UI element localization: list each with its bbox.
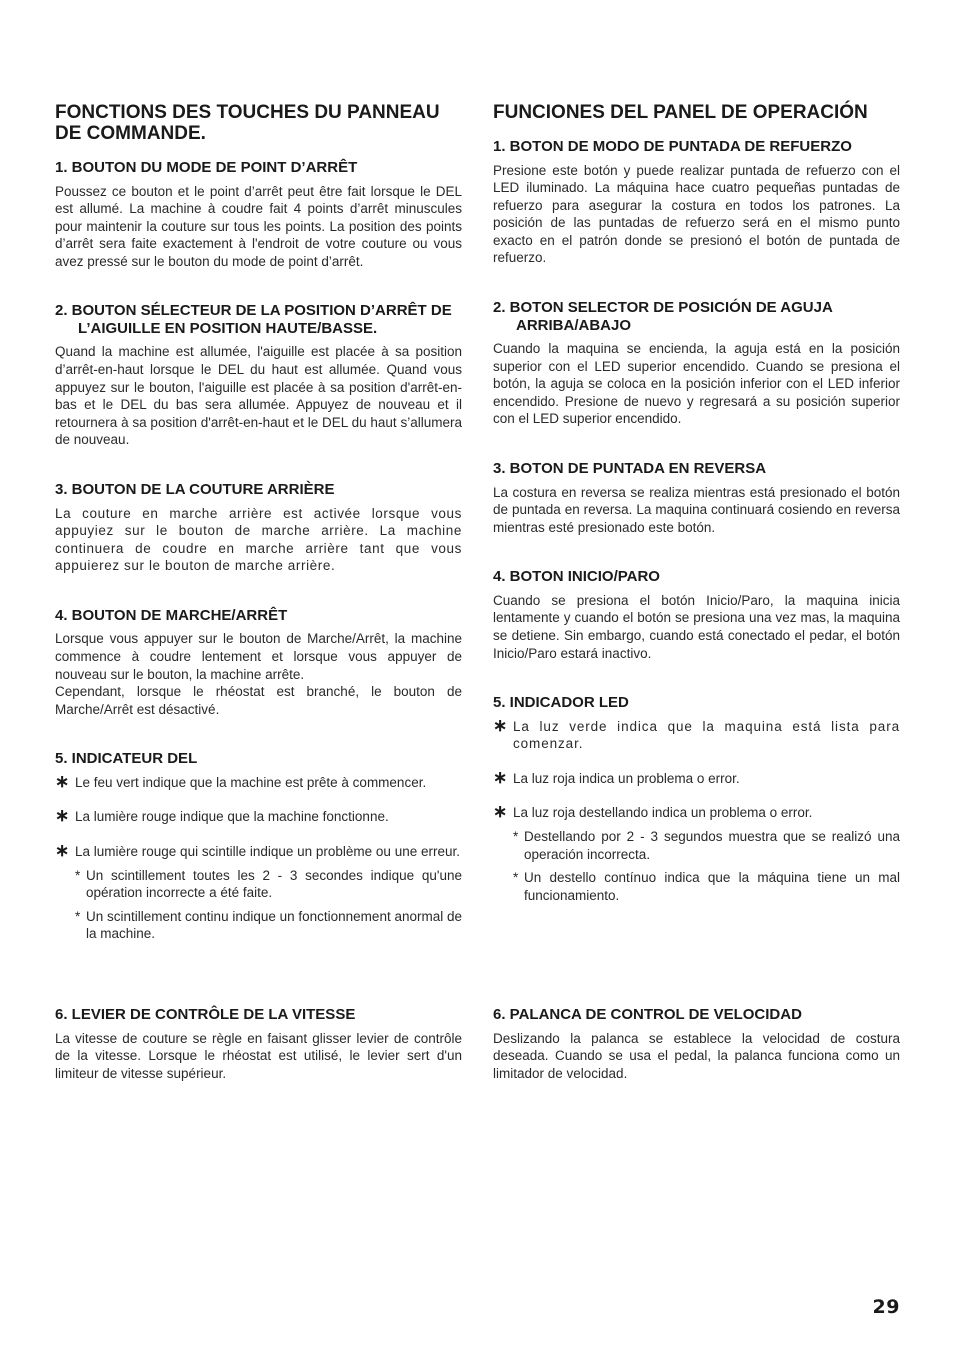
es-section-3 [493,460,900,536]
fr-section-5-title: 5. INDICATEUR DEL [55,750,198,768]
es-section-6-body: Deslizando la palanca se establece la velocidad de costura deseada. Cuando se usa el pedal, la palanca funciona como un limitador de velocidad. [493,1030,900,1081]
fr-led-subitem-2 [55,908,462,943]
sub-asterisk-icon: * [513,870,519,886]
es-section-1 [493,138,900,267]
french-column [55,102,462,967]
page-number: 29 [872,1296,900,1318]
es-section-2 [493,299,900,428]
fr-led-item-red-text: La lumière rouge indique que la machine fonctionne. [75,809,389,825]
sub-asterisk-icon: * [75,867,81,883]
fr-section-4-title: 4. BOUTON DE MARCHE/ARRÊT [55,606,288,624]
es-led-item-blinking-text: La luz roja destellando indica un problema o error. [513,805,813,821]
es-section-6-title: 6. PALANCA DE CONTROL DE VELOCIDAD [493,1006,802,1023]
fr-led-subitem-2-text: Un scintillement continu indique un fonctionnement anormal de la machine. [86,908,462,942]
fr-section-4 [55,607,462,718]
asterisk-icon: ∗ [55,841,70,861]
asterisk-icon: ∗ [493,715,509,735]
fr-led-subitem-1-text: Un scintillement toutes les 2 - 3 secondes indique qu'une opération incorrecte a été faite. [86,867,462,901]
es-section-1-body: Presione este botón y puede realizar puntada de refuerzo con el LED iluminado. La máquina hace cuatro pequeñas puntadas de refuerzo para asegurar la costura en todos los patrones. La posición de las puntadas de refuerzo será en el mismo punto exacto en el patrón donde se presionó el botón de puntada de refuerzo. [493,162,900,266]
es-section-4-title: 4. BOTON INICIO/PARO [493,568,660,586]
fr-led-item-blinking [55,843,462,861]
fr-led-subitem-1 [55,867,462,902]
fr-section-6-title: 6. LEVIER DE CONTRÔLE DE LA VITESSE [55,1006,356,1023]
fr-section-1-body: Poussez ce bouton et le point d’arrêt peut être fait lorsque le DEL est allumé. La machine à coudre fait 4 points d’arrêt minuscules pour maintenir la couture sur tous les points. La position des points d’arrêt sera faite exactement à l'endroit de votre couture ou vous avez pressé sur le bouton du mode de point d’arrêt. [55,183,462,269]
sub-asterisk-icon: * [75,908,81,924]
es-section-4 [493,568,900,662]
es-led-subitem-1 [493,828,900,863]
asterisk-icon: ∗ [55,771,70,791]
es-section-5 [493,694,900,904]
es-led-subitem-2 [493,869,900,904]
es-section-5-title: 5. INDICADOR LED [493,694,629,712]
spanish-column [493,102,900,928]
fr-section-6 [55,1006,462,1082]
fr-led-item-green [55,771,462,792]
fr-section-1-title: 1. BOUTON DU MODE DE POINT D’ARRÊT [55,159,358,176]
es-led-item-green [493,715,900,753]
es-section-2-title: 2. BOTON SELECTOR DE POSICIÓN DE AGUJA ARRIBA/ABAJO [493,299,833,334]
es-led-subitem-1-text: Destellando por 2 - 3 segundos muestra que se realizó una operación incorrecta. [524,829,900,862]
spanish-heading: FUNCIONES DEL PANEL DE OPERACIÓN [493,102,868,123]
fr-section-2 [55,302,462,449]
fr-led-item-green-text: Le feu vert indique que la machine est prête à commencer. [75,774,427,790]
es-section-1-title: 1. BOTON DE MODO DE PUNTADA DE REFUERZO [493,138,852,155]
es-section-2-body: Cuando la maquina se encienda, la aguja está en la posición superior con el LED superior encendido. Cuando se presiona el botón, la aguja se coloca en la posición inferior con el LED inferior encendido. Presione de nuevo y regresará a su posición superior con el LED superior encendido. [493,341,900,427]
es-section-3-title: 3. BOTON DE PUNTADA EN REVERSA [493,460,767,478]
fr-section-1 [55,159,462,270]
asterisk-icon: ∗ [55,806,70,826]
fr-section-6-body: La vitesse de couture se règle en faisant glisser levier de contrôle de la vitesse. Lorsque le rhéostat est utilisé, le levier sert d'un limiteur de vitesse supérieur. [55,1030,462,1081]
sub-asterisk-icon: * [513,829,519,845]
fr-section-2-title: 2. BOUTON SÉLECTEUR DE LA POSITION D’ARRÊT DE L’AIGUILLE EN POSITION HAUTE/BASSE. [55,302,452,337]
fr-section-5 [55,750,462,943]
fr-section-2-body: Quand la machine est allumée, l'aiguille est placée à sa position d’arrêt-en-haut lorsque le DEL du haut est allumée. Quand vous appuyez sur le bouton, l'aiguille est placée à sa position d'arrêt-en-bas et le DEL du bas sera allumée. Appuyez de nouveau et il retournera à sa position d'arrêt-en-haut et le DEL du haut s’allumera de nouveau. [55,344,462,448]
es-led-item-blinking [493,804,900,822]
fr-section-3-title: 3. BOUTON DE LA COUTURE ARRIÈRE [55,481,335,499]
french-heading: FONCTIONS DES TOUCHES DU PANNEAU DE COMMANDE. [55,102,440,144]
es-led-item-green-text: La luz verde indica que la maquina está lista para comenzar. [513,718,900,752]
fr-section-4-body-2: Cependant, lorsque le rhéostat est branché, le bouton de Marche/Arrêt est désactivé. [55,684,462,717]
es-section-3-body: La costura en reversa se realiza mientras está presionado el botón de puntada en reversa. La maquina continuará cosiendo en reversa mientras esté presionado este botón. [493,484,900,535]
es-led-item-red [493,767,900,788]
fr-section-4-body-1: Lorsque vous appuyer sur le bouton de Marche/Arrêt, la machine commence à coudre lentement et lorsque vous appuyer de nouveau sur le bouton, la machine arrête. [55,631,462,682]
es-section-6 [493,1006,900,1082]
fr-led-item-blinking-text: La lumière rouge qui scintille indique un problème ou une erreur. [75,844,460,860]
es-led-item-red-text: La luz roja indica un problema o error. [513,770,740,786]
asterisk-icon: ∗ [493,767,508,787]
asterisk-icon: ∗ [493,802,508,822]
fr-led-item-red [55,808,462,826]
fr-section-3-body: La couture en marche arrière est activée lorsque vous appuyiez sur le bouton de marche arrière. La machine continuera de coudre en marche arrière tant que vous appuierez sur le bouton de marche arrière. [55,505,462,574]
fr-section-3 [55,481,462,575]
es-section-4-body: Cuando se presiona el botón Inicio/Paro, la maquina inicia lentamente y cuando el botón se presiona una vez mas, la maquina se detiene. Sin embargo, cuando está conectado el pedar, el botón Inicio/Paro estará inactivo. [493,592,900,661]
es-led-subitem-2-text: Un destello contínuo indica que la máquina tiene un mal funcionamiento. [524,870,900,903]
